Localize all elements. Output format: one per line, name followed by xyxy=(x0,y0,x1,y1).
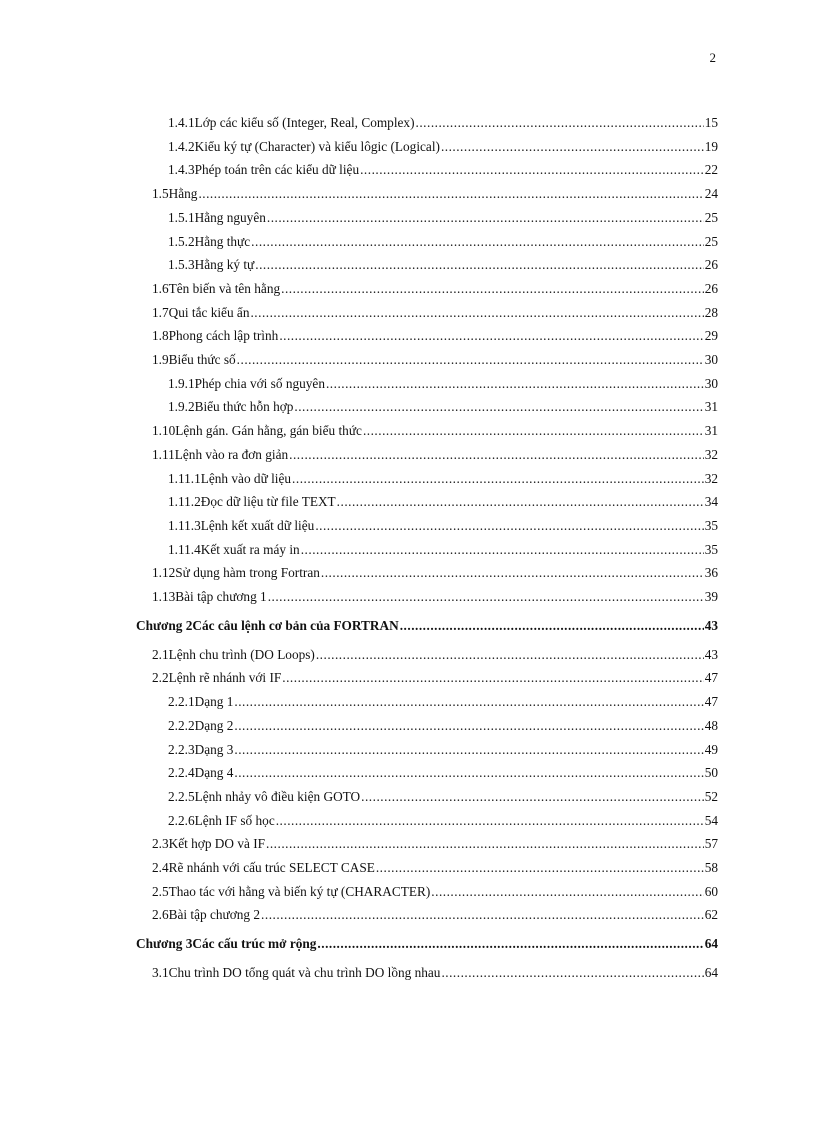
toc-entry-page: 39 xyxy=(704,589,718,604)
toc-entry-title: Lệnh vào ra đơn giản xyxy=(174,446,289,462)
toc-entry-number: 1.11.2 xyxy=(168,494,201,510)
toc-entry-title: Dạng 4 xyxy=(194,765,234,781)
toc-entry-page: 35 xyxy=(704,541,718,557)
toc-entry-page: 57 xyxy=(704,836,718,852)
dot-leader xyxy=(431,880,703,904)
page-number: 2 xyxy=(709,50,716,65)
toc-entry-page: 64 xyxy=(704,965,718,981)
toc-entry-title: Lệnh nhảy vô điều kiện GOTO xyxy=(194,788,361,804)
toc-entry[interactable] xyxy=(152,443,718,467)
toc-entry[interactable] xyxy=(168,514,718,538)
toc-entry-number: 2.2.6 xyxy=(168,812,195,828)
toc-entry-page: 31 xyxy=(704,423,718,439)
toc-entry-number: 1.13 xyxy=(152,589,176,604)
toc-entry-title: Hằng xyxy=(168,186,198,202)
toc-entry[interactable] xyxy=(152,666,718,690)
toc-entry[interactable] xyxy=(152,324,718,348)
toc-entry[interactable] xyxy=(168,785,718,809)
dot-leader xyxy=(279,324,703,348)
toc-entry[interactable] xyxy=(168,372,718,396)
toc-entry-title: Hằng thực xyxy=(194,233,251,249)
dot-leader xyxy=(255,253,703,277)
toc-chapter-entry[interactable] xyxy=(136,932,718,956)
toc-entry-title: Bài tập chương 1 xyxy=(175,589,267,604)
dot-leader xyxy=(361,785,704,809)
toc-entry-page: 48 xyxy=(704,717,718,733)
toc-entry-title: Dạng 3 xyxy=(194,741,234,757)
toc-entry-page: 32 xyxy=(704,446,718,462)
toc-entry[interactable] xyxy=(168,206,718,230)
toc-entry-number: 1.4.2 xyxy=(168,138,195,154)
toc-entry-title: Dạng 2 xyxy=(194,717,234,733)
toc-entry-page: 49 xyxy=(704,741,718,757)
toc-entry-page: 25 xyxy=(704,233,718,249)
dot-leader xyxy=(376,856,704,880)
toc-entry-page: 29 xyxy=(704,328,718,344)
toc-entry-title: Hằng ký tự xyxy=(194,257,255,273)
toc-entry-title: Thao tác với hằng và biến ký tự (CHARACTER) xyxy=(168,883,431,899)
dot-leader xyxy=(360,158,704,182)
toc-entry-number: 1.5.3 xyxy=(168,257,195,273)
dot-leader xyxy=(267,206,704,230)
toc-entry[interactable] xyxy=(152,419,718,443)
toc-entry-number: 1.10 xyxy=(152,423,176,439)
toc-entry-number: 1.11 xyxy=(152,446,175,462)
toc-entry-title: Kết xuất ra máy in xyxy=(200,541,300,557)
toc-entry-page: 34 xyxy=(704,494,718,510)
dot-leader xyxy=(268,585,704,609)
dot-leader xyxy=(250,301,703,325)
toc-entry[interactable] xyxy=(152,301,718,325)
toc-entry[interactable] xyxy=(168,135,718,159)
toc-entry-page: 50 xyxy=(704,765,718,781)
toc-entry-number: 1.11.3 xyxy=(168,517,201,533)
toc-entry-number: 2.2.5 xyxy=(168,788,195,804)
dot-leader xyxy=(292,467,704,491)
toc-entry-title: Phong cách lập trình xyxy=(168,328,279,344)
toc-chapter-entry[interactable] xyxy=(136,614,718,638)
toc-entry-title: Các câu lệnh cơ bản của FORTRAN xyxy=(192,617,399,633)
toc-entry-number: 1.12 xyxy=(152,565,176,581)
toc-entry-page: 43 xyxy=(704,646,718,662)
toc-entry-title: Rẽ nhánh với cấu trúc SELECT CASE xyxy=(168,860,375,875)
toc-entry-title: Lệnh chu trình (DO Loops) xyxy=(168,646,315,662)
toc-entry-title: Sử dụng hàm trong Fortran xyxy=(175,565,320,581)
dot-leader xyxy=(441,135,704,159)
toc-entry-page: 64 xyxy=(704,936,718,952)
toc-entry-number: Chương 3 xyxy=(136,936,193,952)
toc-entry-number: 1.11.4 xyxy=(168,541,201,557)
toc-entry[interactable] xyxy=(152,585,718,609)
dot-leader xyxy=(261,903,704,927)
toc-entry[interactable] xyxy=(168,738,718,762)
toc-entry-number: 1.4.3 xyxy=(168,162,195,178)
toc-entry-title: Tên biến và tên hằng xyxy=(168,280,281,296)
toc-entry-title: Đọc dữ liệu từ file TEXT xyxy=(200,494,336,510)
toc-entry-number: 1.5.1 xyxy=(168,209,195,225)
dot-leader xyxy=(237,348,704,372)
toc-entry[interactable] xyxy=(168,158,718,182)
toc-entry[interactable] xyxy=(168,690,718,714)
toc-entry-number: 2.4 xyxy=(152,860,169,875)
toc-entry-title: Biểu thức hỗn hợp xyxy=(194,399,294,415)
dot-leader xyxy=(234,738,703,762)
dot-leader xyxy=(315,514,703,538)
toc-entry-title: Chu trình DO tổng quát và chu trình DO lồng nhau xyxy=(168,965,441,981)
toc-entry-number: 1.6 xyxy=(152,280,169,296)
toc-entry-title: Bài tập chương 2 xyxy=(168,907,261,923)
toc-entry[interactable] xyxy=(152,832,718,856)
toc-entry-page: 35 xyxy=(704,517,718,533)
toc-entry[interactable] xyxy=(168,809,718,833)
dot-leader xyxy=(276,809,704,833)
dot-leader xyxy=(400,614,704,638)
dot-leader xyxy=(301,538,704,562)
toc-entry-title: Hằng nguyên xyxy=(194,209,266,225)
toc-entry[interactable] xyxy=(168,490,718,514)
dot-leader xyxy=(234,761,703,785)
toc-entry-page: 19 xyxy=(704,138,718,154)
toc-entry[interactable] xyxy=(152,961,718,985)
dot-leader xyxy=(234,714,703,738)
toc-entry[interactable] xyxy=(152,182,718,206)
dot-leader xyxy=(441,961,703,985)
toc-entry-title: Lệnh IF số học xyxy=(194,812,275,828)
toc-entry-number: 2.1 xyxy=(152,646,169,662)
toc-entry-page: 26 xyxy=(704,280,718,296)
dot-leader xyxy=(289,443,704,467)
toc-entry[interactable] xyxy=(168,111,718,135)
toc-entry-page: 43 xyxy=(704,617,718,633)
toc-entry[interactable] xyxy=(168,714,718,738)
toc-entry-page: 54 xyxy=(704,812,718,828)
toc-entry-page: 36 xyxy=(704,565,718,581)
dot-leader xyxy=(198,182,703,206)
toc-entry-page: 30 xyxy=(704,352,718,367)
toc-entry-title: Qui tắc kiểu ẩn xyxy=(168,304,250,320)
toc-entry[interactable] xyxy=(168,253,718,277)
toc-entry[interactable] xyxy=(152,348,718,372)
toc-entry-number: 3.1 xyxy=(152,965,169,981)
toc-entry-page: 58 xyxy=(704,860,718,875)
toc-entry-page: 25 xyxy=(704,209,718,225)
toc-entry[interactable] xyxy=(152,561,718,585)
toc-entry[interactable] xyxy=(168,395,718,419)
toc-entry-title: Kiểu ký tự (Character) và kiểu lôgic (Logical) xyxy=(194,138,440,154)
toc-entry-page: 52 xyxy=(704,788,718,804)
toc-entry-number: Chương 2 xyxy=(136,617,193,633)
toc-entry[interactable] xyxy=(152,643,718,667)
dot-leader xyxy=(321,561,704,585)
toc-entry-title: Kết hợp DO và IF xyxy=(168,836,266,852)
toc-entry-page: 26 xyxy=(704,257,718,273)
toc-entry-number: 2.6 xyxy=(152,907,169,923)
toc-entry-title: Biểu thức số xyxy=(168,352,236,367)
toc-entry[interactable] xyxy=(168,761,718,785)
toc-entry-title: Dạng 1 xyxy=(194,694,234,710)
toc-entry[interactable] xyxy=(168,538,718,562)
toc-entry[interactable] xyxy=(152,277,718,301)
toc-entry-page: 60 xyxy=(704,883,718,899)
dot-leader xyxy=(337,490,704,514)
toc-entry-title: Phép chia với số nguyên xyxy=(194,375,325,391)
dot-leader xyxy=(294,395,703,419)
toc-entry[interactable] xyxy=(168,230,718,254)
toc-entry-page: 22 xyxy=(704,162,718,178)
dot-leader xyxy=(326,372,704,396)
toc-entry-page: 47 xyxy=(704,670,718,686)
toc-entry-number: 2.2.2 xyxy=(168,717,195,733)
toc-entry-page: 32 xyxy=(704,470,718,486)
toc-entry-number: 2.2.4 xyxy=(168,765,195,781)
toc-entry-number: 2.2.1 xyxy=(168,694,195,710)
dot-leader xyxy=(251,230,704,254)
dot-leader xyxy=(363,419,704,443)
toc-entry-number: 1.9 xyxy=(152,352,169,367)
toc-entry[interactable] xyxy=(168,467,718,491)
dot-leader xyxy=(234,690,703,714)
dot-leader xyxy=(281,277,704,301)
toc-entry[interactable] xyxy=(152,903,718,927)
toc-entry-page: 47 xyxy=(704,694,718,710)
dot-leader xyxy=(416,111,704,135)
toc-entry-title: Các cấu trúc mở rộng xyxy=(192,936,317,952)
toc-entry-number: 1.5.2 xyxy=(168,233,195,249)
toc-entry-page: 62 xyxy=(704,907,718,923)
toc-entry-title: Lệnh vào dữ liệu xyxy=(200,470,292,486)
toc-entry-title: Lệnh rẽ nhánh với IF xyxy=(168,670,282,686)
toc-entry-number: 1.9.2 xyxy=(168,399,195,415)
toc-entry-title: Lệnh gán. Gán hằng, gán biểu thức xyxy=(175,423,362,439)
toc-entry[interactable] xyxy=(152,880,718,904)
toc-entry-number: 1.4.1 xyxy=(168,115,195,130)
toc-entry-page: 28 xyxy=(704,304,718,320)
toc-entry-number: 1.9.1 xyxy=(168,375,195,391)
dot-leader xyxy=(266,832,704,856)
toc-entry-page: 24 xyxy=(704,186,718,202)
toc-entry-number: 2.2.3 xyxy=(168,741,195,757)
toc-entry-title: Lớp các kiểu số (Integer, Real, Complex) xyxy=(194,115,415,130)
toc-entry-title: Lệnh kết xuất dữ liệu xyxy=(200,517,315,533)
toc-entry-title: Phép toán trên các kiểu dữ liệu xyxy=(194,162,360,178)
toc-entry-number: 2.3 xyxy=(152,836,169,852)
toc-entry-page: 15 xyxy=(704,115,718,130)
toc-entry-page: 30 xyxy=(704,375,718,391)
toc-entry-number: 2.2 xyxy=(152,670,169,686)
toc-entry-number: 1.5 xyxy=(152,186,169,202)
toc-entry-number: 1.11.1 xyxy=(168,470,201,486)
toc-entry-number: 1.8 xyxy=(152,328,169,344)
dot-leader xyxy=(282,666,703,690)
toc-entry-number: 1.7 xyxy=(152,304,169,320)
toc-entry-page: 31 xyxy=(704,399,718,415)
toc-entry-number: 2.5 xyxy=(152,883,169,899)
dot-leader xyxy=(316,643,704,667)
toc-entry[interactable] xyxy=(152,856,718,880)
dot-leader xyxy=(317,932,703,956)
